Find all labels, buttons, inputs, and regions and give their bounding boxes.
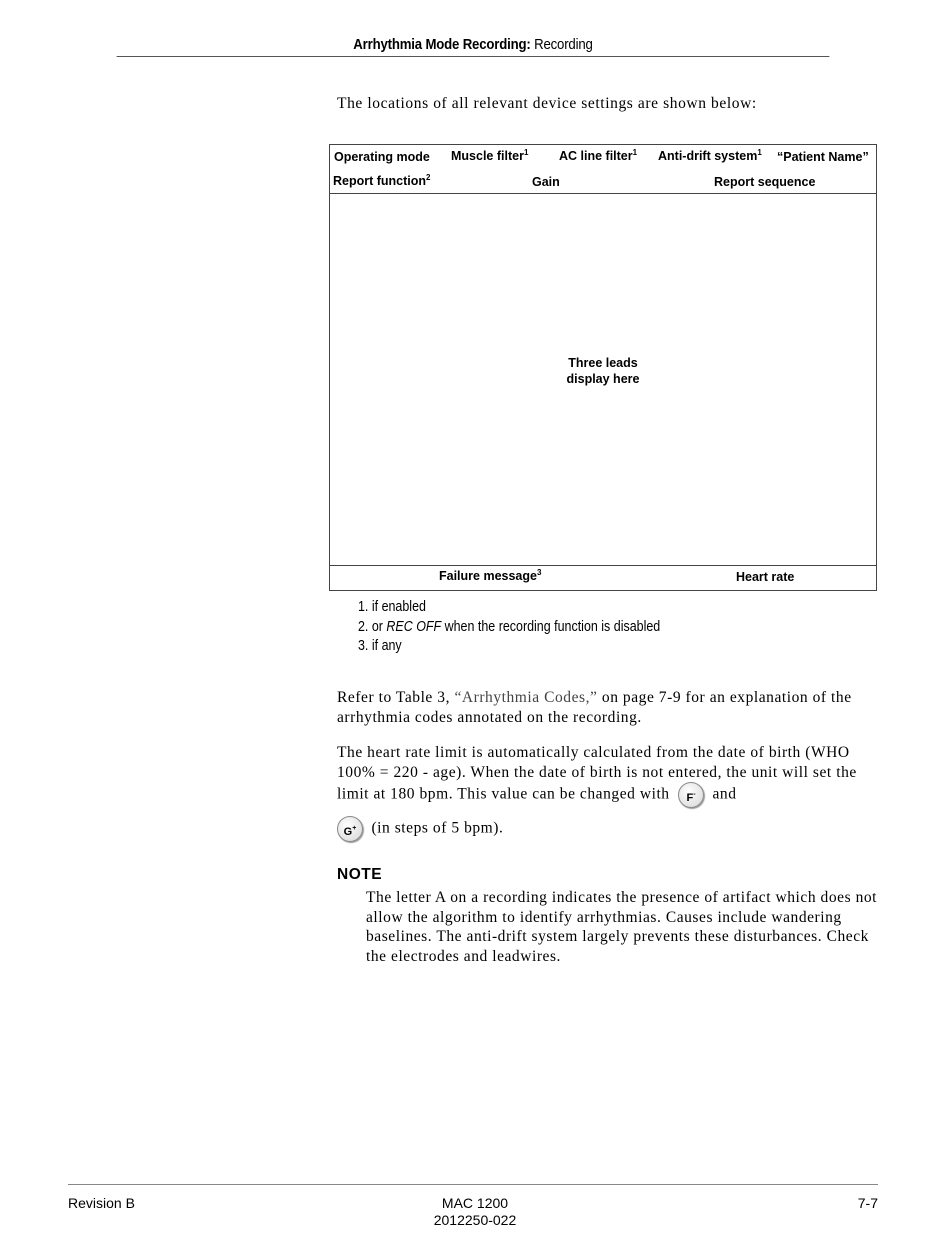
label-operating-mode: Operating mode [334, 150, 430, 164]
paragraph-table-reference: Refer to Table 3, “Arrhythmia Codes,” on page 7-9 for an explanation of the arrhythmia codes annotated on the recording. [337, 689, 852, 726]
footnote-3: 3. if any [358, 638, 402, 654]
footnote-2: 2. or REC OFF when the recording function is disabled [358, 618, 661, 635]
label-muscle-filter: Muscle filter$^1$ [451, 148, 529, 163]
footer-revision: Revision B [68, 1195, 135, 1211]
footer-page-number: 7-7 [857, 1195, 878, 1211]
footnotes-list [358, 598, 660, 657]
footer-product-info [0, 1195, 950, 1229]
g-key-icon: G+ [337, 816, 363, 842]
label-anti-drift-system: Anti-drift system$^1$ [658, 148, 762, 163]
f-key-icon: F- [678, 782, 704, 808]
leads-display-area-label: Three leads display here [566, 356, 640, 386]
note-text: The letter A on a recording indicates the presence of artifact which does not allow the algorithm to identify arrhythmias. Causes include wandering baselines. The anti-drift system largely prevents these disturbances. Check the electrodes and leadwires. [366, 889, 878, 965]
footer-product: MAC 1200 [441, 1195, 509, 1211]
label-patient-name: “Patient Name” [777, 150, 869, 164]
settings-layout-diagram [329, 144, 877, 591]
settings-top-band [330, 145, 876, 194]
header-title-bold: Arrhythmia Mode Recording: [353, 36, 531, 53]
label-report-function: Report function$^2$ [333, 173, 431, 188]
intro-text: The locations of all relevant device settings are shown below: [337, 95, 757, 112]
paragraph-heart-rate-limit: The heart rate limit is automatically calculated from the date of birth (WHO 100% = 220 - age). When the date of birth is not entered, the unit will set the limit at 180 bpm. This value can be changed with F- and G+ (in steps of 5 bpm). [337, 743, 882, 842]
label-report-sequence: Report sequence [714, 175, 816, 189]
note-heading: NOTE [337, 866, 383, 883]
label-heart-rate: Heart rate [736, 570, 795, 584]
arrhythmia-codes-link[interactable]: “Arrhythmia Codes,” [454, 689, 598, 706]
page-header [117, 36, 830, 57]
label-gain: Gain [532, 175, 560, 189]
label-ac-line-filter: AC line filter$^1$ [559, 148, 638, 163]
footer-divider [68, 1184, 878, 1185]
footer-part-number: 2012250-022 [433, 1212, 517, 1228]
footnote-1: 1. if enabled [358, 599, 426, 615]
settings-bottom-band [330, 565, 876, 590]
header-title-rest: Recording [530, 36, 593, 53]
label-failure-message: Failure message$^3$ [439, 568, 542, 583]
